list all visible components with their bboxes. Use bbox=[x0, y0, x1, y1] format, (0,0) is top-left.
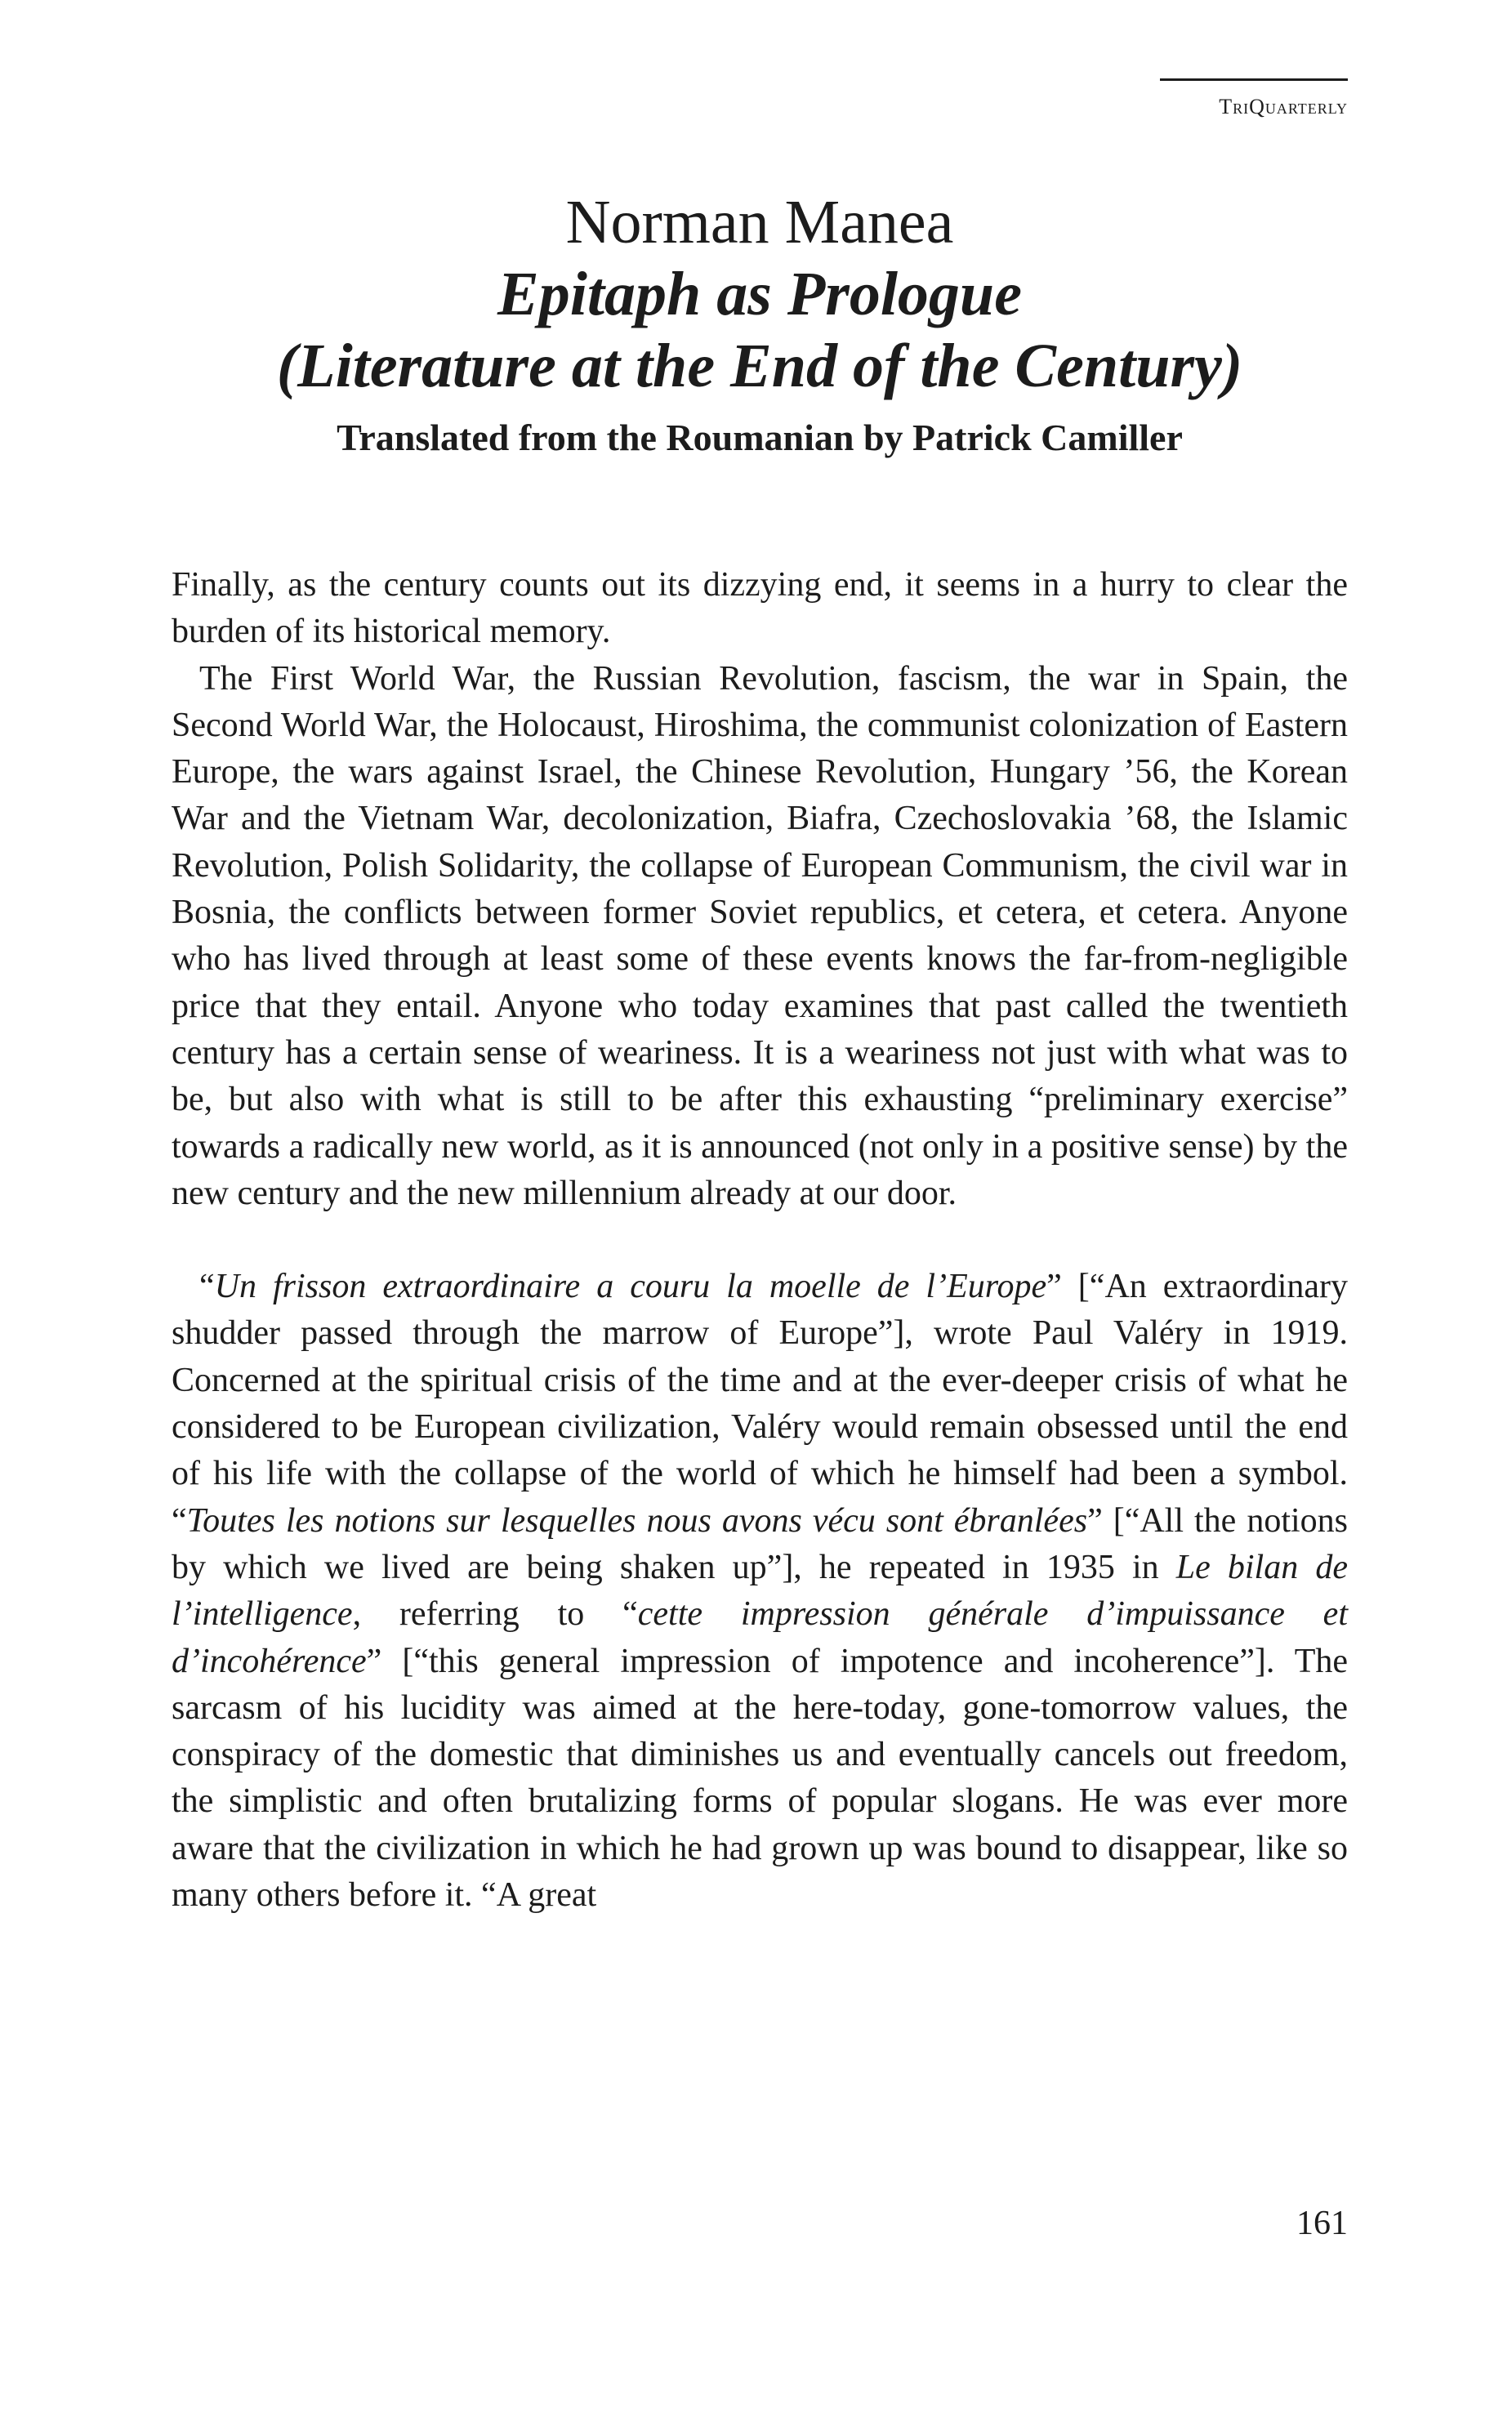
paragraph-3-text-d: ” [“this general impression of impotence and incoherence”]. The sarcasm of his lucidity was aimed at the here-today, gone-tomorrow values, the conspiracy of the domestic that diminishes us and eventually cancels out freedom, the simplistic and often brutalizing forms of popular slogans. He was ever more aware that the civilization in which he had grown up was bound to disappear, like so many others before it. “A great bbox=[172, 1642, 1348, 1915]
paragraph-1: Finally, as the century counts out its dizzying end, it seems in a hurry to clear the burden of its historical memory. bbox=[172, 566, 1348, 651]
running-head-rule bbox=[1160, 78, 1348, 81]
quote-open: “ bbox=[199, 1268, 215, 1306]
running-head bbox=[980, 78, 1348, 136]
author-name: Norman Manea bbox=[565, 188, 954, 256]
article-body bbox=[172, 562, 1348, 1919]
journal-name: TriQuarterly bbox=[1219, 95, 1348, 118]
paragraph-3-text-a: ” [“An extraordinary shudder passed through the marrow of Europe”], wrote Paul Valéry in 1919. Concerned at the spiritual crisis of the time and at the ever-deeper crisis of what he considered to be European civilization, Valéry would remain obsessed until the end of his life with the collapse of the world of which he himself had been a symbol. “ bbox=[172, 1268, 1348, 1540]
paragraph-3-text-b: ” [“All the notions by which we lived are being shaken up”], he repeated in 1935 in bbox=[172, 1501, 1349, 1586]
french-quote-1: Un frisson extraordinaire a couru la moelle de l’Europe bbox=[214, 1268, 1047, 1306]
article-header bbox=[172, 186, 1348, 462]
french-quote-3: cette impression générale d’impuissance et d’incohérence bbox=[172, 1595, 1348, 1680]
page-number: 161 bbox=[1296, 2205, 1348, 2242]
book-title: Le bilan de l’intelligence bbox=[172, 1548, 1348, 1634]
article-title: Epitaph as Prologue bbox=[497, 260, 1022, 328]
french-quote-2: Toutes les notions sur lesquelles nous avons vécu sont ébranlées bbox=[186, 1501, 1088, 1540]
paragraph-3-text-c: , referring to “ bbox=[352, 1595, 638, 1634]
translator-credit: Translated from the Roumanian by Patrick Camiller bbox=[337, 417, 1183, 458]
article-subtitle: (Literature at the End of the Century) bbox=[276, 332, 1243, 400]
paragraph-3 bbox=[172, 1264, 1348, 1919]
paragraph-2: The First World War, the Russian Revolution, fascism, the war in Spain, the Second World War, the Holocaust, Hiroshima, the communist colonization of Eastern Europe, the wars against Israel, the Chinese Revolution, Hungary ’56, the Korean War and the Vietnam War, decolonization, Biafra, Czechoslovakia ’68, the Islamic Revolution, Polish Solidarity, the collapse of European Communism, the civil war in Bosnia, the conflicts between former Soviet republics, et cetera, et cetera. Anyone who has lived through at least some of these events knows the far-from-negligible price that they entail. Anyone who today examines that past called the twentieth century has a certain sense of weariness. It is a weariness not just with what was to be, but also with what is still to be after this exhausting “preliminary exercise” towards a radically new world, as it is announced (not only in a positive sense) by the new century and the new millennium already at our door. bbox=[172, 659, 1348, 1212]
